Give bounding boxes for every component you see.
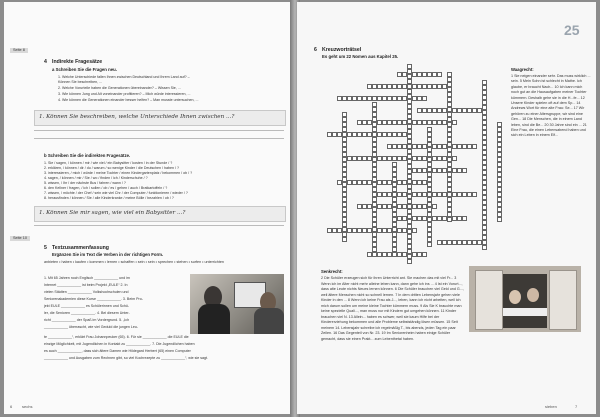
crossword-cell [452,156,457,161]
exercise-number: 5 [44,245,47,251]
text-line: ____________ überrascht, wie viel Geduld die jungen Leu- [44,325,139,329]
text-line: es auch ____________, dass sich ältere Damen wie Hildegard Herbert (65) einen Computer [44,349,191,353]
right-page [297,2,596,414]
crossword-cell [392,247,397,252]
crossword-cell [497,217,502,222]
person-figure [527,288,539,302]
part-a-instruction: a Schreiben Sie die Fragen neu. [52,67,117,72]
window-shutter [549,270,577,330]
down-clues: 2 Die Schüler erzeugen sich für ihren Unterricht ant. Sie machen das mit viel Fr... 3 Wenn ich im Alter nicht mehr alleine leben kann, dann gehe ich ins ... 4 Ist ein Vorurt..., dass alte Leute nichts Neues lernen können. 6 Die Schüler brauchen viel Geld und G..., weil ältere Menschen nicht so schnell lernen. 7 In dem dritten Lebensjahr gehen viele Kinder in den ... 8 Wenn ich keine Frau als J..., leben, kann ich nicht arbeiten, weil ich mich darum sollen um meine kleine Tochter kümmern muss. 9 Als Sie K brauchte man keine spezielle Quali..., man muss nur mit Kindern gut umgehen können. 11 Kinder brauchen viel N. 13 Allein... haben es schwer, weil sie kaum Hilfe bei der Kindererziehung bekommen und alle Probleme selbstständig lösen müssen. 15 Seit meinem 14. Lebensjahr schreibe ich regelmäßig T., bis abends, jeden Tag ein paar Zeilen. 16 Das Gegenteil von Nr. 23. 19 Im Seniorenheim haben einige Schüler gemacht, dass sie einen Prakt... zum Lebenthetal haben. [321,276,464,341]
answer-box [34,110,286,126]
question-line: 1. Welche Unterschiede fallen Ihnen zwischen Deutschland und Ihrem Land auf? – [58,75,190,79]
text-line: 1. Mit 65 Jahren noch Englisch ____________ und im [44,276,130,280]
exercise-subtitle: Ergänzen Sie im Text die Verben in der richtigen Form. [52,252,164,257]
footer-page-label: sechs [22,404,33,409]
crossword-cell [372,247,377,252]
text-line: ____________ und Ausgaben zum Rechnen gibt, so viel Kochrezepte zu ____________“, wie sie sagt. [44,356,209,360]
writing-line [34,225,284,226]
crossword-cell [472,144,477,149]
footer-page-number: 6 [10,404,13,409]
person-figure [198,304,230,334]
person-figure [509,290,521,304]
crossword-cell [472,192,477,197]
across-clues: 1 Sie neigen einander sehr. Das muss wirklich ... sein. 5 Mein Sohn ist schlecht in Mathe. Ich glaube, er braucht Nach... 10 Ich kann mich noch gut an die Hausaufgaben meiner Tochter kümmern. Deshalb gehe sie in die H...fe... 12 Unsere Kinder spielen oft auf dem Sp... 14 Andrews Wort für eine alte Frau: Se... 17 Wir gehören zu einer Altersgruppe, wir sind eine Gen... 18 Die Menschen, die in einem Land leben, sind die Be... 20 30 Jahre sind ein ... 21 Eine Frau, die einen Lebensabend haben und sich ein Leben in einem Elf... [511,74,591,138]
window-sill [503,308,547,316]
crossword-cell [437,72,442,77]
item-line: 1. Sie / sagen, / können / mir / wie viel / ein Babysitter / kosten / in der Stunde / ? [44,161,173,165]
handwritten-answer: 1. Können Sie beschreiben, welche Unterschiede Ihnen zwischen ...? [39,114,235,120]
item-line: 5. wissen, / Ihr / der nächste Bus / fahren / wann / ? [44,181,126,185]
crossword-grid [297,2,596,414]
question-line: 2. Welche Vorurteile haben die Generationen übereinander? – Wissen Sie, ... [58,86,181,90]
item-line: 3. interessieren, / mich / würde / meine Tochter / einen Kindergartenplatz / bekommen / ob / ? [44,171,193,175]
page-ref-tag: Seite 8 [10,48,28,53]
exercise-title: Kreuzworträtsel [322,47,362,53]
item-line: 7. wissen, / möchte / der Chef / sein wie viel Chr / der Computer / funktionieren / wieder / ? [44,191,188,195]
exercise-number: 4 [44,59,47,65]
crossword-cell [432,204,437,209]
down-title: Senkrecht: [321,269,343,274]
window-couple-photo [469,266,581,332]
page-ref-tag: Seite 10 [10,236,30,241]
text-line: Internet ____________ ist beim Projekt „EULE“ 2. In [44,283,128,287]
writing-line [34,130,284,131]
crossword-cell [342,237,347,242]
part-b-instruction: b Schreiben Sie die indirekten Fragesätze. [44,153,131,158]
handwritten-answer: 1. Können Sie mir sagen, wie viel ein Babysitter ...? [39,210,186,216]
footer-page-number: 7 [575,404,578,409]
text-line: jekt EULE ____________ es Schülerinnen und Schü- [44,304,130,308]
item-line: 4. sagen, / können / mir / Sie / wo / finden / ich / Kinderschuhe / ? [44,176,148,180]
item-line: 2. erklären, / können / dir / du / warum / so wenige Kinder / die Deutschen / haben / ? [44,166,180,170]
question-line: 3. Wie können Jung und Alt voneinander profitieren? – Mich würde interessieren, ... [58,92,191,96]
crossword-cell [462,216,467,221]
text-line: vielen Städten ____________ Volkshochschulen und [44,290,129,294]
person-figure [254,308,284,334]
question-line: 4. Wie können die Generationen einander besser helfen? – Man musste untersuchen, ... [58,98,199,102]
writing-line [34,138,284,139]
text-line: te ____________“, erklärt Frau Johannpeuker (65). 6. Für sie ____________ die EULE die [44,335,189,339]
crossword-cell [427,242,432,247]
footer-page-label: sieben [545,404,557,409]
exercise-title: Textzusammenfassung [52,245,109,251]
answer-box [34,206,286,222]
across-title: Waagrecht: [511,67,534,72]
text-line: ler, die Senioren ____________. 4. Bei diesem Unter- [44,311,130,315]
text-line: richt ____________ der Spaß im Vordergrund. 5. „Ich [44,318,130,322]
computer-class-photo [190,274,284,334]
text-line: Seniorenakademien diese Kurse ____________. 3. Beim Pro- [44,297,143,301]
crossword-cell [422,96,427,101]
chapter-number: 25 [564,22,580,38]
item-line: 6. den Kellner / fragen, / ich / sollen / ob / es / gehen / auch / Bratkartoffeln / ? [44,186,168,190]
exercise-title: Indirekte Fragesätze [52,59,103,65]
question-line: Können Sie beschreiben, ... [58,80,103,84]
exercise-number: 6 [314,47,317,53]
crossword-cell [452,120,457,125]
window-shutter [475,270,503,330]
item-line: 8. herausfinden / können / Sie / alle Kinderkranke / meine Bölle / bezahlen / ob / ? [44,196,174,200]
text-line: einzige Möglichkeit, mit Jugendlichen in Kontakt zu ____________. 7. Die Jugendlichen haben [44,342,195,346]
crossword-cell [412,228,417,233]
crossword-cell [407,259,412,264]
crossword-cell [447,217,452,222]
crossword-cell [462,168,467,173]
verb-box: anbieten • haben • kaufen • kommen • lernen • schaffen • sein • sein • sprechen • stehen • surfen • unterrichten [44,260,224,264]
exercise-subtitle: Es geht um 22 Nomen aus Kapitel 25. [322,54,399,59]
crossword-cell [482,245,487,250]
left-page [4,2,294,414]
crossword-cell [422,252,427,257]
